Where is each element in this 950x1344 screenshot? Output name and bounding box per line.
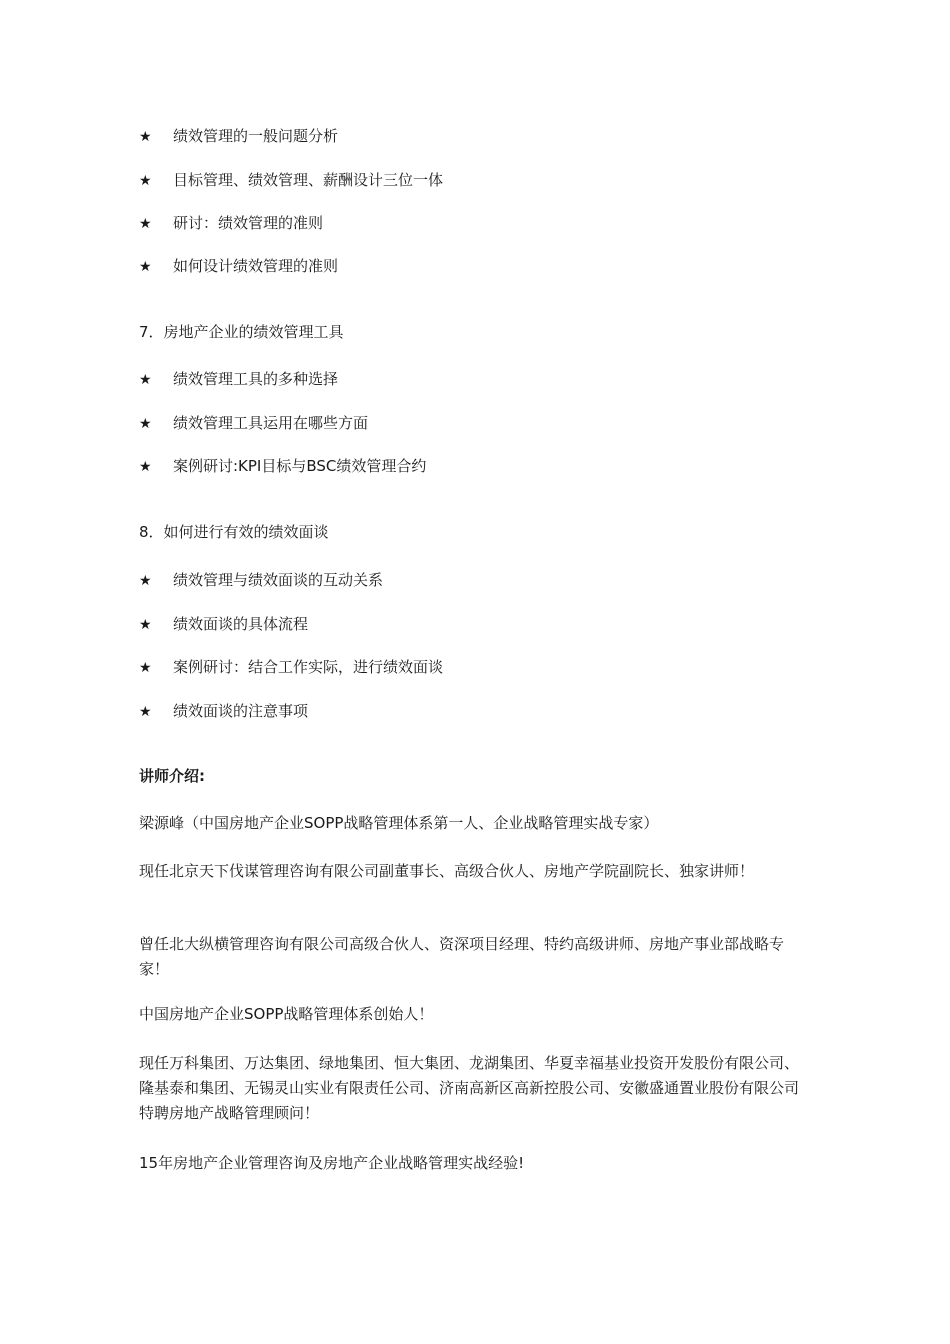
section-7-title: 7．房地产企业的绩效管理工具 bbox=[139, 323, 344, 341]
list-item-text: 案例研讨:KPI目标与BSC绩效管理合约 bbox=[173, 457, 427, 475]
star-bullet-icon: ★ bbox=[139, 660, 152, 676]
list-item bbox=[139, 256, 338, 277]
list-item bbox=[139, 570, 383, 591]
list-item-text: 绩效管理工具的多种选择 bbox=[173, 370, 339, 388]
star-bullet-icon: ★ bbox=[139, 129, 152, 145]
star-bullet-icon: ★ bbox=[139, 617, 152, 633]
list-item bbox=[139, 657, 443, 678]
list-item-text: 研讨：绩效管理的准则 bbox=[173, 214, 324, 232]
list-item-text: 案例研讨：结合工作实际，进行绩效面谈 bbox=[173, 658, 444, 676]
list-item-text: 绩效面谈的注意事项 bbox=[173, 702, 309, 720]
lecturer-paragraph: 现任万科集团、万达集团、绿地集团、恒大集团、龙湖集团、华夏幸福基业投资开发股份有限公司、隆基泰和集团、无锡灵山实业有限责任公司、济南高新区高新控股公司、安徽盛通置业股份有限公司特聘房地产战略管理顾问！ bbox=[139, 1054, 800, 1122]
lecturer-paragraph: 现任北京天下伐谋管理咨询有限公司副董事长、高级合伙人、房地产学院副院长、独家讲师！ bbox=[139, 862, 755, 880]
section-8-title: 8．如何进行有效的绩效面谈 bbox=[139, 523, 329, 541]
list-item bbox=[139, 413, 368, 434]
list-item bbox=[139, 213, 323, 234]
star-bullet-icon: ★ bbox=[139, 573, 152, 589]
list-item bbox=[139, 170, 443, 191]
lecturer-paragraph: 曾任北大纵横管理咨询有限公司高级合伙人、资深项目经理、特约高级讲师、房地产事业部战略专家！ bbox=[139, 935, 785, 978]
star-bullet-icon: ★ bbox=[139, 459, 152, 475]
list-item bbox=[139, 126, 338, 147]
list-item-text: 绩效面谈的具体流程 bbox=[173, 615, 309, 633]
list-item-text: 绩效管理的一般问题分析 bbox=[173, 127, 339, 145]
star-bullet-icon: ★ bbox=[139, 173, 152, 189]
list-item-text: 如何设计绩效管理的准则 bbox=[173, 257, 339, 275]
list-item bbox=[139, 369, 338, 390]
star-bullet-icon: ★ bbox=[139, 416, 152, 432]
star-bullet-icon: ★ bbox=[139, 704, 152, 720]
list-item bbox=[139, 701, 308, 722]
lecturer-paragraph: 15年房地产企业管理咨询及房地产企业战略管理实战经验! bbox=[139, 1154, 525, 1172]
lecturer-paragraph: 中国房地产企业SOPP战略管理体系创始人！ bbox=[139, 1005, 434, 1023]
lecturer-heading: 讲师介绍: bbox=[139, 767, 205, 785]
lecturer-name: 梁源峰（中国房地产企业SOPP战略管理体系第一人、企业战略管理实战专家） bbox=[139, 814, 659, 832]
list-item-text: 绩效管理工具运用在哪些方面 bbox=[173, 414, 369, 432]
star-bullet-icon: ★ bbox=[139, 259, 152, 275]
list-item-text: 目标管理、绩效管理、薪酬设计三位一体 bbox=[173, 171, 444, 189]
list-item bbox=[139, 614, 308, 635]
list-item bbox=[139, 456, 426, 477]
list-item-text: 绩效管理与绩效面谈的互动关系 bbox=[173, 571, 384, 589]
star-bullet-icon: ★ bbox=[139, 372, 152, 388]
star-bullet-icon: ★ bbox=[139, 216, 152, 232]
